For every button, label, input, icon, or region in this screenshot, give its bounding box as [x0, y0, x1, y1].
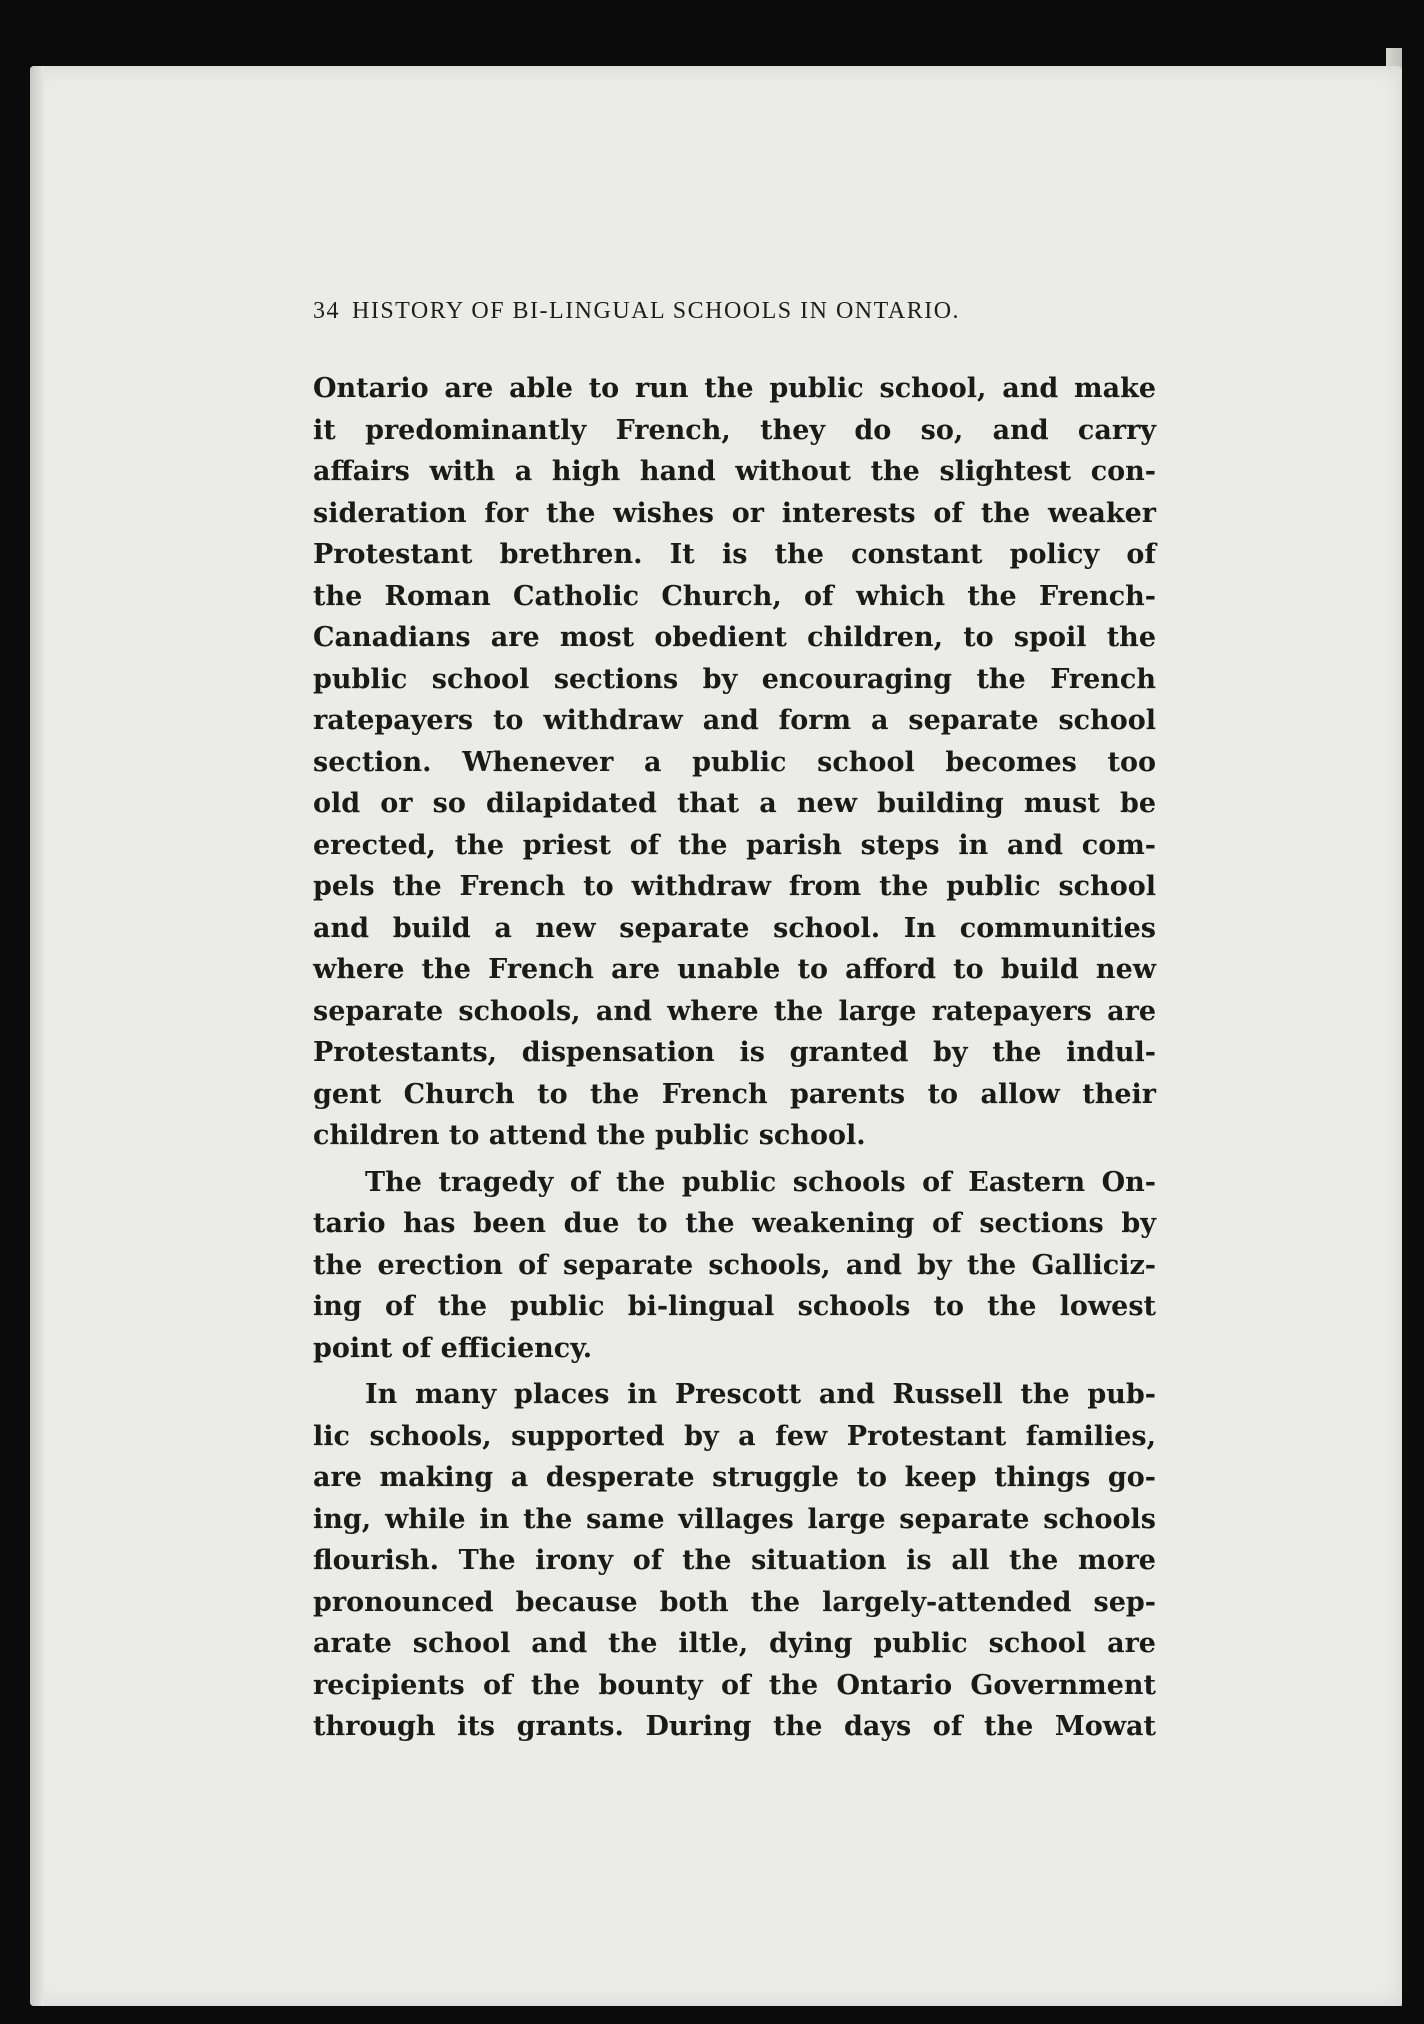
- text-line: pronounced because both the largely-attended sep-: [313, 1586, 1156, 1618]
- text-line: section. Whenever a public school becomes too: [313, 746, 1156, 778]
- text-line: Ontario are able to run the public school, and make: [313, 373, 1156, 404]
- paragraph: [313, 1162, 1156, 1370]
- text-line: flourish. The irony of the situation is all the more: [313, 1545, 1156, 1576]
- body-text: [313, 368, 1156, 1748]
- text-line: In many places in Prescott and Russell the pub-: [365, 1379, 1156, 1410]
- running-header: [313, 298, 1156, 325]
- text-line: and build a new separate school. In communities: [313, 912, 1156, 944]
- text-line: are making a desperate struggle to keep things go-: [313, 1462, 1156, 1493]
- text-line: ratepayers to withdraw and form a separate school: [313, 705, 1156, 736]
- text-line: where the French are unable to afford to build new: [313, 954, 1156, 985]
- text-line: sideration for the wishes or interests of the weaker: [313, 497, 1156, 529]
- text-line: through its grants. During the days of the Mowat: [313, 1711, 1156, 1742]
- text-line: point of efficiency.: [313, 1332, 593, 1364]
- text-line: affairs with a high hand without the slightest con-: [313, 456, 1156, 487]
- text-line: ing of the public bi-lingual schools to the lowest: [313, 1291, 1156, 1322]
- text-line: tario has been due to the weakening of sections by: [313, 1208, 1156, 1239]
- text-line: children to attend the public school.: [313, 1120, 866, 1151]
- text-line: it predominantly French, they do so, and carry: [313, 414, 1156, 446]
- text-line: recipients of the bounty of the Ontario Government: [313, 1669, 1156, 1701]
- text-line: Protestant brethren. It is the constant policy of: [313, 539, 1156, 570]
- paragraph: [313, 1374, 1156, 1748]
- text-line: ing, while in the same villages large separate schools: [313, 1503, 1156, 1535]
- text-line: gent Church to the French parents to allow their: [313, 1078, 1156, 1110]
- paragraph: [313, 368, 1156, 1157]
- text-line: old or so dilapidated that a new building must be: [313, 788, 1156, 819]
- text-line: separate schools, and where the large ratepayers are: [313, 995, 1156, 1027]
- text-line: pels the French to withdraw from the public school: [313, 871, 1156, 902]
- text-line: Canadians are most obedient children, to spoil the: [313, 622, 1156, 653]
- page-gutter: [30, 66, 44, 2006]
- text-line: arate school and the iltle, dying public school are: [313, 1628, 1156, 1659]
- text-line: Protestants, dispensation is granted by the indul-: [313, 1037, 1156, 1068]
- text-line: the erection of separate schools, and by the Galliciz-: [313, 1249, 1156, 1281]
- text-line: the Roman Catholic Church, of which the French-: [313, 580, 1156, 612]
- text-line: lic schools, supported by a few Protestant families,: [313, 1420, 1156, 1452]
- text-line: erected, the priest of the parish steps in and com-: [313, 829, 1156, 861]
- text-line: The tragedy of the public schools of Eastern On-: [365, 1166, 1156, 1198]
- page-number: 34: [313, 298, 340, 324]
- text-line: public school sections by encouraging the French: [313, 663, 1156, 695]
- running-title: HISTORY OF BI-LINGUAL SCHOOLS IN ONTARIO.: [352, 298, 961, 324]
